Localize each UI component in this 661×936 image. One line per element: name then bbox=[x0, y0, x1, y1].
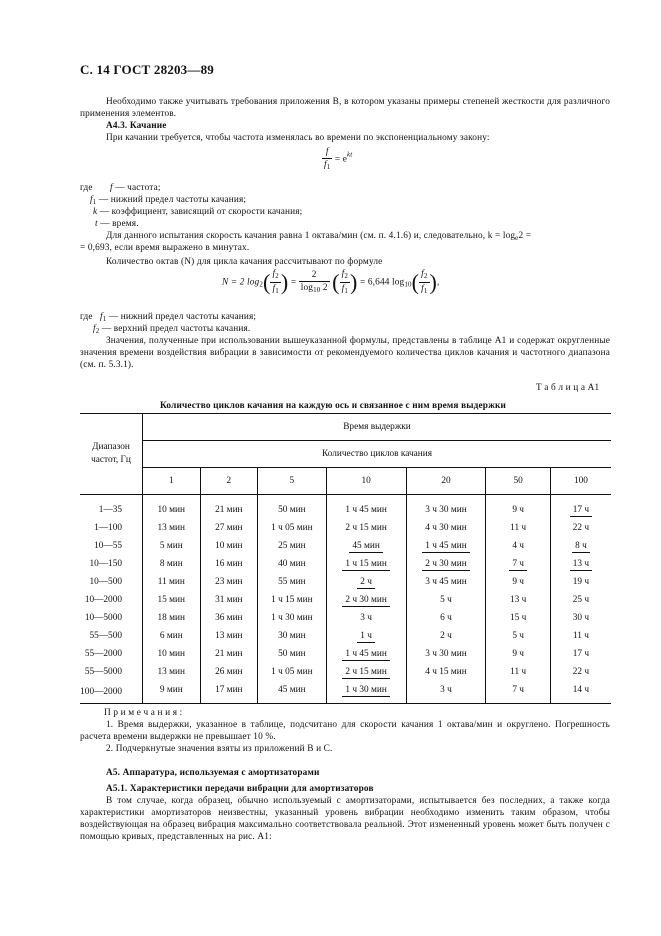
table-cell bbox=[486, 645, 550, 663]
definition-f: f — частота; bbox=[110, 183, 161, 193]
table-cell bbox=[326, 537, 406, 555]
table-cell bbox=[326, 573, 406, 591]
cell-value: 3 ч 30 мин bbox=[425, 505, 467, 515]
underlined-value: 2 ч 30 мин bbox=[422, 559, 469, 571]
table-cell bbox=[258, 663, 327, 681]
paragraph-values: Значения, полученные при использовании вышеуказанной формулы, представлены в таблице А1 и содержат округленные значения времени воздействия вибрации в зависимости от рекомендуемого количества циклов качания и частотного диапазона (см. п. 5.3.1). bbox=[80, 336, 610, 370]
table-cell bbox=[258, 537, 327, 555]
definition-f2-upper: $f_2$ — верхний предел частоты качания. bbox=[93, 324, 251, 335]
cell-value: 15 мин bbox=[157, 595, 185, 605]
cell-value: 31 мин bbox=[215, 595, 243, 605]
underlined-value: 1 ч 45 мин bbox=[422, 541, 469, 553]
paragraph-isolators: В том случае, когда образец, обычно используемый с амортизаторами, испытывается без последних, а также когда характеристики амортизаторов неизвестны, указанный уровень вибрации необходимо изменить таким образом, чтобы воздействующая на образец вибрация максимально соответствовала реальной. Этот измененный уровень может быть получен с помощью кривых, представленных на рис. А1: bbox=[80, 796, 610, 842]
table-cell bbox=[406, 519, 486, 537]
table-cell bbox=[143, 645, 201, 663]
table-cell bbox=[143, 609, 201, 627]
cell-value: 50 мин bbox=[278, 649, 306, 659]
underlined-value: 13 ч bbox=[570, 559, 592, 571]
cell-value: 1 ч 30 мин bbox=[271, 613, 313, 623]
table-a1 bbox=[80, 413, 611, 704]
table-cell bbox=[486, 537, 550, 555]
table-cell bbox=[258, 555, 327, 573]
table-row bbox=[80, 681, 611, 704]
cell-value: 13 ч bbox=[509, 595, 527, 605]
cell-value: 13 мин bbox=[215, 631, 243, 641]
cell-value: 50 мин bbox=[278, 505, 306, 515]
table-cell bbox=[406, 591, 486, 609]
table-cell bbox=[200, 591, 258, 609]
table-cell bbox=[258, 609, 327, 627]
underlined-value: 45 мин bbox=[349, 541, 382, 553]
cell-value: 7 ч bbox=[512, 685, 524, 695]
table-cell bbox=[143, 591, 201, 609]
cell-value: 8 мин bbox=[159, 559, 183, 569]
table-cell bbox=[200, 645, 258, 663]
underlined-value: 17 ч bbox=[570, 505, 592, 517]
table-cell bbox=[143, 519, 201, 537]
cell-value: 11 ч bbox=[510, 667, 527, 677]
cell-value: 27 мин bbox=[215, 523, 243, 533]
table-cell bbox=[486, 663, 550, 681]
table-cell-range: 55—500 bbox=[89, 631, 122, 641]
table-header-cycles-50: 50 bbox=[486, 468, 550, 495]
table-cell bbox=[550, 591, 611, 609]
definition-k: k — коэффициент, зависящий от скорости качания; bbox=[93, 207, 303, 217]
table-cell bbox=[406, 555, 486, 573]
table-cell bbox=[200, 555, 258, 573]
paragraph-sweep-law: При качании требуется, чтобы частота изменялась во времени по экспоненциальному закону: bbox=[106, 133, 490, 143]
cell-value: 11 мин bbox=[157, 577, 185, 587]
table-cell bbox=[550, 573, 611, 591]
cell-value: 9 ч bbox=[512, 505, 524, 515]
definition-f1-lower: $f_1$ — нижний предел частоты качания; bbox=[100, 312, 257, 323]
cell-value: 19 ч bbox=[572, 577, 590, 587]
table-cell-range: 10—5000 bbox=[84, 613, 122, 623]
definition-f1: $f_1$ — нижний предел частоты качания; bbox=[90, 195, 247, 206]
table-cell bbox=[406, 537, 486, 555]
definition-where-label: где bbox=[80, 183, 93, 193]
table-header-cycles-5: 5 bbox=[258, 468, 327, 495]
table-cell bbox=[486, 573, 550, 591]
table-cell-range: 1—35 bbox=[98, 505, 122, 515]
cell-value: 2 ч bbox=[440, 631, 452, 641]
table-cell bbox=[143, 495, 201, 520]
table-cell bbox=[258, 627, 327, 645]
table-cell bbox=[550, 555, 611, 573]
cell-value: 4 ч 15 мин bbox=[425, 667, 467, 677]
table-header-cycles-10: 10 bbox=[326, 468, 406, 495]
table-cell bbox=[258, 645, 327, 663]
cell-value: 1 ч 15 мин bbox=[271, 595, 313, 605]
underlined-value: 1 ч 15 мин bbox=[342, 559, 389, 571]
table-cell bbox=[143, 555, 201, 573]
cell-value: 15 ч bbox=[509, 613, 527, 623]
table-cell bbox=[143, 663, 201, 681]
section-a43-title: Качание bbox=[129, 121, 167, 131]
table-cell-range: 10—500 bbox=[89, 577, 122, 587]
cell-value: 5 мин bbox=[159, 541, 183, 551]
table-cell bbox=[200, 681, 258, 704]
table-row bbox=[80, 555, 611, 573]
cell-value: 11 ч bbox=[572, 631, 589, 641]
cell-value: 10 мин bbox=[157, 505, 185, 515]
table-cell bbox=[550, 681, 611, 704]
cell-value: 11 ч bbox=[510, 523, 527, 533]
note-1: 1. Время выдержки, указанное в таблице, подсчитано для скорости качания 1 октава/мин и округлено. Погрешность расчета времени выдержки не превышает 10 %. bbox=[80, 720, 610, 742]
table-cell bbox=[200, 609, 258, 627]
cell-value: 1 ч 05 мин bbox=[271, 523, 313, 533]
table-row bbox=[80, 645, 611, 663]
definition2-where-label: где bbox=[80, 312, 93, 322]
cell-value: 21 мин bbox=[215, 649, 243, 659]
underlined-value: 7 ч bbox=[509, 559, 527, 571]
table-cell bbox=[258, 519, 327, 537]
cell-value: 30 ч bbox=[572, 613, 590, 623]
cell-value: 6 мин bbox=[159, 631, 183, 641]
table-cell bbox=[486, 627, 550, 645]
table-cell bbox=[258, 681, 327, 704]
underlined-value: 8 ч bbox=[572, 541, 590, 553]
table-row bbox=[80, 663, 611, 681]
table-cell bbox=[200, 573, 258, 591]
table-cell bbox=[486, 495, 550, 520]
table-cell bbox=[550, 519, 611, 537]
cell-value: 26 мин bbox=[215, 667, 243, 677]
cell-value: 14 ч bbox=[572, 685, 590, 695]
cell-value: 5 ч bbox=[512, 631, 524, 641]
underlined-value: 1 ч 30 мин bbox=[342, 685, 389, 697]
cell-value: 22 ч bbox=[572, 667, 590, 677]
table-cell bbox=[326, 681, 406, 704]
cell-value: 13 мин bbox=[157, 523, 185, 533]
section-a43-number: А4.3. bbox=[106, 121, 128, 131]
table-cell bbox=[406, 573, 486, 591]
table-cell bbox=[406, 663, 486, 681]
cell-value: 22 ч bbox=[572, 523, 590, 533]
table-cell bbox=[200, 495, 258, 520]
cell-value: 25 ч bbox=[572, 595, 590, 605]
cell-value: 17 ч bbox=[572, 649, 590, 659]
table-cell bbox=[143, 537, 201, 555]
table-row bbox=[80, 573, 611, 591]
table-row bbox=[80, 519, 611, 537]
table-title: Количество циклов качания на каждую ось и связанное с ним время выдержки bbox=[160, 401, 506, 411]
table-cell bbox=[486, 591, 550, 609]
page-header: С. 14 ГОСТ 28203—89 bbox=[80, 62, 214, 77]
table-cell bbox=[143, 681, 201, 704]
definition-t: t — время. bbox=[95, 219, 139, 229]
table-cell bbox=[550, 609, 611, 627]
cell-value: 5 ч bbox=[440, 595, 452, 605]
cell-value: 13 мин bbox=[157, 667, 185, 677]
cell-value: 9 ч bbox=[512, 577, 524, 587]
table-cell bbox=[326, 519, 406, 537]
table-header-cycles-1: 1 bbox=[143, 468, 201, 495]
table-cell-range: 10—150 bbox=[89, 559, 122, 569]
section-a5-heading: А5. Аппаратура, используемая с амортизаторами bbox=[106, 768, 320, 778]
cell-value: 4 ч 30 мин bbox=[425, 523, 467, 533]
cell-value: 1 ч 05 мин bbox=[271, 667, 313, 677]
notes-title: П р и м е ч а н и я : bbox=[104, 708, 183, 718]
table-cell bbox=[143, 573, 201, 591]
table-header-cycles: Количество циклов качания bbox=[143, 441, 612, 468]
table-cell bbox=[200, 663, 258, 681]
table-label: Т а б л и ц а А1 bbox=[536, 383, 600, 393]
table-cell bbox=[406, 645, 486, 663]
section-a51-heading: А5.1. Характеристики передачи вибрации для амортизаторов bbox=[106, 784, 374, 794]
underlined-value: 1 ч 45 мин bbox=[342, 649, 389, 661]
table-row bbox=[80, 495, 611, 520]
table-cell-range: 55—5000 bbox=[84, 667, 122, 677]
table-cell bbox=[486, 555, 550, 573]
table-cell-range: 1—100 bbox=[94, 523, 122, 533]
table-cell bbox=[326, 627, 406, 645]
cell-value: 45 мин bbox=[278, 685, 306, 695]
cell-value: 9 ч bbox=[512, 649, 524, 659]
table-cell bbox=[406, 495, 486, 520]
cell-value: 4 ч bbox=[512, 541, 524, 551]
formula-exponential: $\frac{f}{f_1}$ = $e^{kt}$ bbox=[324, 147, 353, 171]
table-cell bbox=[200, 537, 258, 555]
table-row bbox=[80, 591, 611, 609]
cell-value: 3 ч bbox=[440, 685, 452, 695]
table-header-cycles-20: 20 bbox=[406, 468, 486, 495]
cell-value: 23 мин bbox=[215, 577, 243, 587]
cell-value: 3 ч bbox=[360, 613, 372, 623]
underlined-value: 1 ч bbox=[357, 631, 375, 643]
table-cell bbox=[258, 495, 327, 520]
table-cell-range: 10—2000 bbox=[84, 595, 122, 605]
table-cell-range: 55—2000 bbox=[84, 649, 122, 659]
cell-value: 10 мин bbox=[215, 541, 243, 551]
table-cell bbox=[326, 555, 406, 573]
cell-value: 6 ч bbox=[440, 613, 452, 623]
table-cell-range: 100—2000 bbox=[80, 681, 143, 704]
cell-value: 36 мин bbox=[215, 613, 243, 623]
table-header-cycles-2: 2 bbox=[200, 468, 258, 495]
cell-value: 1 ч 45 мин bbox=[345, 505, 387, 515]
table-cell bbox=[326, 591, 406, 609]
cell-value: 3 ч 45 мин bbox=[425, 577, 467, 587]
table-header-time: Время выдержки bbox=[143, 414, 612, 441]
section-a43-heading bbox=[80, 120, 610, 132]
underlined-value: 2 ч 30 мин bbox=[342, 595, 389, 607]
table-cell bbox=[406, 609, 486, 627]
table-cell bbox=[200, 627, 258, 645]
table-cell bbox=[200, 519, 258, 537]
table-cell bbox=[550, 495, 611, 520]
table-header-cycles-100: 100 bbox=[550, 468, 611, 495]
paragraph-sweep-rate-cont: = 0,693, если время выражено в минутах. bbox=[80, 243, 250, 253]
cell-value: 10 мин bbox=[157, 649, 185, 659]
underlined-value: 2 ч bbox=[357, 577, 375, 589]
paragraph-octaves: Количество октав (N) для цикла качания рассчитывают по формуле bbox=[106, 257, 383, 267]
cell-value: 16 мин bbox=[215, 559, 243, 569]
cell-value: 18 мин bbox=[157, 613, 185, 623]
table-cell bbox=[550, 663, 611, 681]
cell-value: 21 мин bbox=[215, 505, 243, 515]
cell-value: 9 мин bbox=[159, 685, 183, 695]
cell-value: 40 мин bbox=[278, 559, 306, 569]
table-cell-range: 10—55 bbox=[94, 541, 122, 551]
table-header-range: Диапазон частот, Гц bbox=[80, 414, 143, 495]
table-cell bbox=[258, 573, 327, 591]
table-cell bbox=[326, 609, 406, 627]
table-cell bbox=[326, 495, 406, 520]
cell-value: 25 мин bbox=[278, 541, 306, 551]
table-cell bbox=[486, 609, 550, 627]
table-cell bbox=[326, 663, 406, 681]
paragraph-sweep-rate: Для данного испытания скорость качания равна 1 октава/мин (см. п. 4.1.6) и, следовательно, $k = \log_e2$ = bbox=[106, 231, 532, 242]
table-row bbox=[80, 627, 611, 645]
table-cell bbox=[406, 627, 486, 645]
table-cell bbox=[406, 681, 486, 704]
table-cell bbox=[258, 591, 327, 609]
table-row bbox=[80, 537, 611, 555]
cell-value: 2 ч 15 мин bbox=[345, 523, 387, 533]
table-row bbox=[80, 609, 611, 627]
table-cell bbox=[486, 681, 550, 704]
table-cell bbox=[550, 627, 611, 645]
table-cell bbox=[486, 519, 550, 537]
cell-value: 55 мин bbox=[278, 577, 306, 587]
underlined-value: 2 ч 15 мин bbox=[342, 667, 389, 679]
formula-octaves: N = 2 $\log_2$( $\frac{f_2}{f_1}$ ) = $\frac{2}{\log_{10} 2}$ ( $\frac{f_2}{f_1}$ ) = 6,644 $\log_{10}$( $\frac{f_2}{f_1}$ ), bbox=[222, 269, 440, 295]
cell-value: 17 мин bbox=[215, 685, 243, 695]
table-cell bbox=[550, 537, 611, 555]
cell-value: 30 мин bbox=[278, 631, 306, 641]
paragraph-requirements: Необходимо также учитывать требования приложения В, в котором указаны примеры степеней жесткости для различного применения элементов. bbox=[80, 97, 610, 119]
table-cell bbox=[143, 627, 201, 645]
table-cell bbox=[550, 645, 611, 663]
cell-value: 3 ч 30 мин bbox=[425, 649, 467, 659]
note-2: 2. Подчеркнутые значения взяты из приложений В и С. bbox=[106, 744, 333, 754]
table-cell bbox=[326, 645, 406, 663]
